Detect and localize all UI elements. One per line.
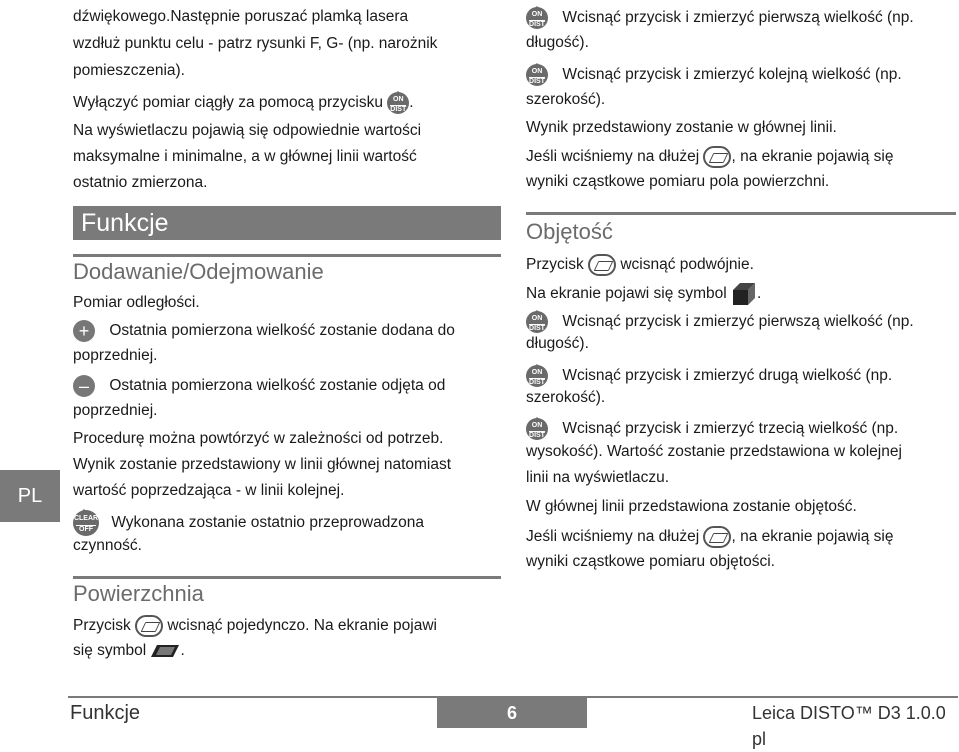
on-dist-button-icon[interactable] [526, 311, 548, 333]
on-dist-button-icon[interactable] [387, 92, 409, 114]
area-result: Wynik przedstawiony zostanie w głównej linii. [526, 119, 837, 136]
intro-line-1: dźwiękowego.Następnie poruszać plamką lasera [73, 8, 409, 25]
display-line-1: Na wyświetlaczu pojawią się odpowiednie wartości [73, 122, 422, 139]
area-long-press-text-2: , na ekranie pojawią się [731, 148, 894, 166]
section-header-funkcje: Funkcje [73, 206, 501, 240]
volume-symbol-text: Na ekranie pojawi się symbol [526, 285, 727, 303]
dist-label: DIST [529, 379, 545, 386]
dist-label: DIST [529, 432, 545, 439]
volume-heading: Objętość [526, 219, 613, 244]
language-tab: PL [0, 470, 60, 522]
page-number: 6 [437, 698, 587, 728]
area-step-1 [526, 7, 914, 29]
area-step-2 [526, 64, 902, 86]
volume-long-press-text: Jeśli wciśniemy na dłużej [526, 528, 700, 546]
volume-result: W głównej linii przedstawiona zostanie objętość. [526, 498, 857, 515]
volume-step-1 [526, 311, 914, 333]
minus-line-2: poprzedniej. [73, 402, 158, 419]
volume-step-2-text: Wcisnąć przycisk i zmierzyć drugą wielkość (np. [562, 367, 893, 385]
area-symbol-icon [151, 642, 181, 660]
clear-text: Wykonana zostanie ostatnio przeprowadzona [111, 514, 424, 532]
procedure-line-2: Wynik zostanie przedstawiony w linii głównej natomiast [73, 456, 452, 473]
stop-continuous-end: . [409, 94, 414, 112]
volume-long-press-line [526, 526, 893, 548]
on-label: ON [531, 68, 543, 75]
on-dist-button-icon[interactable] [526, 418, 548, 440]
area-symbol-line [73, 641, 185, 661]
on-label: ON [531, 422, 543, 429]
dist-label: DIST [529, 78, 545, 85]
clear-line-2: czynność. [73, 537, 142, 554]
volume-press-line [526, 254, 754, 276]
intro-line-3: pomieszczenia). [73, 62, 185, 79]
stop-continuous-text: Wyłączyć pomiar ciągły za pomocą przycisku [73, 94, 383, 112]
volume-step-1-text: Wcisnąć przycisk i zmierzyć pierwszą wielkość (np. [562, 313, 914, 331]
area-step-2-text: Wcisnąć przycisk i zmierzyć kolejną wielkość (np. [562, 66, 902, 84]
stop-continuous-line [73, 92, 414, 114]
procedure-line-3: wartość poprzedzająca - w linii kolejnej. [73, 482, 345, 499]
procedure-line-1: Procedurę można powtórzyć w zależności od potrzeb. [73, 430, 444, 447]
off-label: OFF [76, 525, 96, 534]
area-press-line [73, 615, 437, 637]
dist-label: DIST [529, 325, 545, 332]
on-label: ON [531, 315, 543, 322]
clear-off-button-icon[interactable] [73, 510, 99, 536]
minus-button-icon[interactable]: – [73, 375, 95, 397]
add-subtract-heading: Dodawanie/Odejmowanie [73, 259, 324, 284]
dist-label: DIST [529, 21, 545, 28]
area-symbol-end: . [180, 642, 185, 659]
plus-line-2: poprzedniej. [73, 347, 158, 364]
on-label: ON [531, 11, 543, 18]
plus-button-icon[interactable]: + [73, 320, 95, 342]
area-press-text-2: wcisnąć pojedynczo. Na ekranie pojawi [167, 617, 437, 635]
area-heading: Powierzchnia [73, 581, 204, 606]
volume-step-3b: wysokość). Wartość zostanie przedstawiona w kolejnej [526, 443, 902, 460]
volume-press-text: Przycisk [526, 256, 584, 274]
clear-label: CLEAR [73, 515, 99, 522]
volume-step-3-text: Wcisnąć przycisk i zmierzyć trzecią wielkość (np. [562, 420, 899, 438]
area-press-text: Przycisk [73, 617, 131, 635]
volume-step-2b: szerokość). [526, 389, 606, 406]
display-line-2: maksymalne i minimalne, a w głównej linii wartość [73, 148, 417, 165]
minus-text: Ostatnia pomierzona wielkość zostanie odjęta od [109, 377, 446, 395]
area-long-press-line [526, 146, 893, 168]
volume-long-press-text-2: , na ekranie pojawią się [731, 528, 894, 546]
area-volume-button-icon[interactable] [135, 615, 163, 637]
minus-line [73, 375, 445, 397]
divider [73, 254, 501, 257]
volume-step-3c: linii na wyświetlaczu. [526, 469, 669, 486]
area-long-press-text: Jeśli wciśniemy na dłużej [526, 148, 700, 166]
area-long-press-line-2: wyniki cząstkowe pomiaru pola powierzchni. [526, 173, 830, 190]
footer-product: Leica DISTO™ D3 1.0.0 pl [752, 703, 946, 749]
volume-symbol-icon [731, 281, 757, 307]
on-dist-button-icon[interactable] [526, 7, 548, 29]
area-volume-button-icon[interactable] [703, 526, 731, 548]
divider [73, 576, 501, 579]
footer-section-title: Funkcje [70, 702, 141, 724]
intro-line-2: wzdłuż punktu celu - patrz rysunki F, G- (np. narożnik [73, 35, 438, 52]
volume-symbol-line [526, 281, 761, 307]
area-step-1-text: Wcisnąć przycisk i zmierzyć pierwszą wielkość (np. [562, 9, 914, 27]
area-step-2b: szerokość). [526, 91, 606, 108]
on-dist-button-icon[interactable] [526, 365, 548, 387]
volume-step-2 [526, 365, 892, 387]
area-volume-button-icon[interactable] [703, 146, 731, 168]
clear-line [73, 510, 424, 536]
on-label: ON [531, 369, 543, 376]
volume-symbol-end: . [757, 285, 762, 303]
plus-text: Ostatnia pomierzona wielkość zostanie dodana do [109, 322, 455, 340]
volume-press-text-2: wcisnąć podwójnie. [620, 256, 754, 274]
distance-measure-text: Pomiar odległości. [73, 294, 200, 311]
on-label: ON [393, 96, 404, 103]
area-step-1b: długość). [526, 34, 589, 51]
area-symbol-text: się symbol [73, 642, 147, 659]
volume-step-1b: długość). [526, 335, 589, 352]
volume-step-3 [526, 418, 898, 440]
area-volume-button-icon[interactable] [588, 254, 616, 276]
volume-long-press-line-2: wyniki cząstkowe pomiaru objętości. [526, 553, 775, 570]
plus-line [73, 320, 455, 342]
divider [526, 212, 956, 215]
display-line-3: ostatnio zmierzona. [73, 174, 208, 191]
on-dist-button-icon[interactable] [526, 64, 548, 86]
dist-label: DIST [390, 106, 407, 113]
